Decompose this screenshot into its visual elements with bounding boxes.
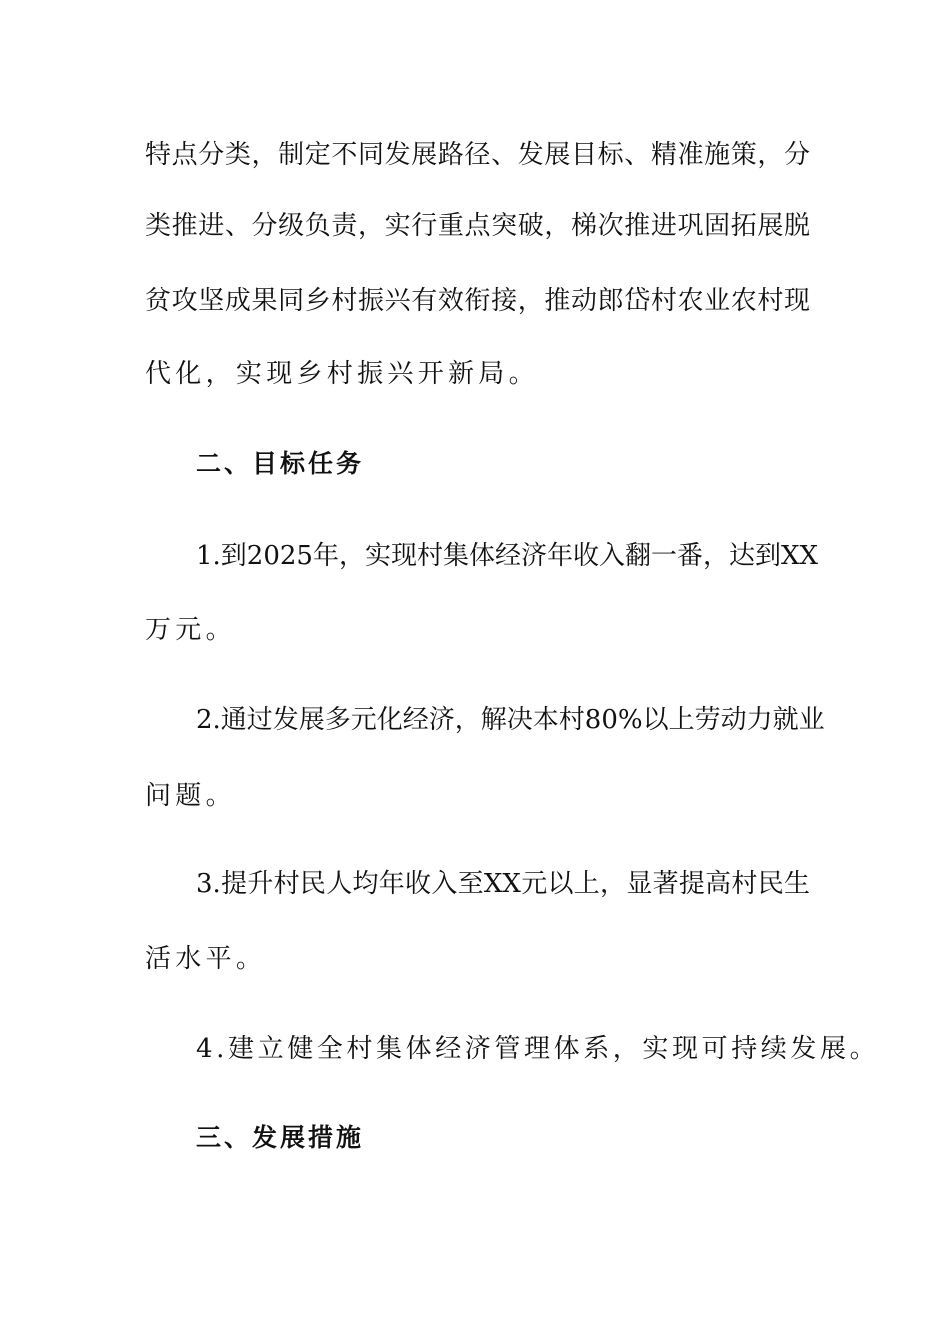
- section-heading: 二、目标任务: [196, 449, 365, 478]
- paragraph-line: 特点分类，制定不同发展路径、发展目标、精准施策，分: [145, 140, 810, 170]
- section-heading: 三、发展措施: [196, 1123, 365, 1152]
- paragraph-line: 类推进、分级负责，实行重点突破，梯次推进巩固拓展脱: [145, 211, 810, 241]
- list-item-line: 活水平。: [145, 944, 267, 974]
- list-item-line: 4.建立健全村集体经济管理体系，实现可持续发展。: [196, 1034, 880, 1064]
- list-item-line: 3.提升村民人均年收入至XX元以上，显著提高村民生: [196, 869, 810, 899]
- list-item-line: 问题。: [145, 781, 236, 811]
- list-item-line: 2.通过发展多元化经济，解决本村80%以上劳动力就业: [196, 705, 825, 735]
- paragraph-line: 代化，实现乡村振兴开新局。: [145, 359, 539, 389]
- paragraph-line: 贫攻坚成果同乡村振兴有效衔接，推动郎岱村农业农村现: [145, 286, 810, 316]
- list-item-line: 1.到2025年，实现村集体经济年收入翻一番，达到XX: [196, 541, 818, 571]
- list-item-line: 万元。: [145, 615, 236, 645]
